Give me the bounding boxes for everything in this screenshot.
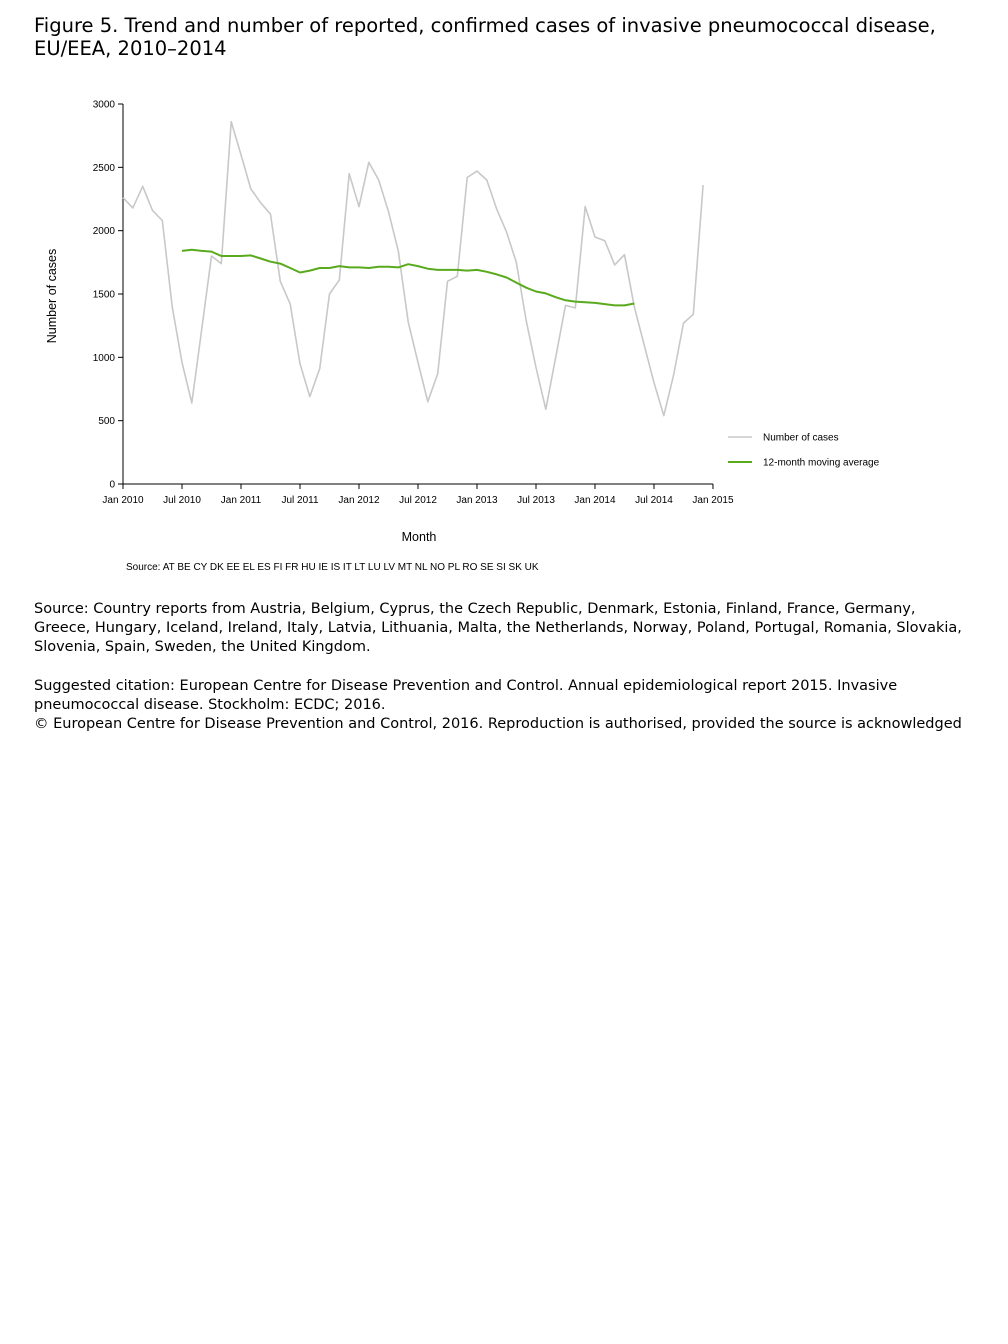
y-tick-label: 1500 [92, 289, 115, 301]
x-tick-label: Jan 2013 [456, 495, 498, 506]
x-tick-label: Jan 2015 [692, 495, 734, 506]
figure-title [34, 14, 964, 60]
y-tick-label: 1000 [92, 352, 115, 364]
x-tick-label: Jan 2010 [102, 495, 144, 506]
series-line-12-month-moving-average [182, 250, 634, 306]
copyright-text: © European Centre for Disease Prevention and Control, 2016. Reproduction is authorised, provided the source is acknowledged [34, 716, 962, 732]
y-tick-label: 2500 [92, 162, 115, 174]
y-tick-label: 3000 [92, 99, 115, 111]
figure-title-line-1: Figure 5. Trend and number of reported, confirmed cases of invasive pneumococcal disease, [34, 14, 936, 37]
x-axis-label: Month [401, 530, 437, 544]
line-chart [0, 88, 1008, 588]
series-layer [123, 122, 703, 416]
x-tick-label: Jan 2012 [338, 495, 380, 506]
x-tick-label: Jul 2014 [635, 495, 673, 506]
series-line-number-of-cases [123, 122, 703, 416]
y-tick-label: 500 [98, 416, 115, 428]
source-text: Source: Country reports from Austria, Belgium, Cyprus, the Czech Republic, Denmark, Estonia, Finland, France, Germany, Greece, Hungary, Iceland, Ireland, Italy, Latvia, Lithuania, Malta, the Netherlands, Norway, Poland, Portugal, Romania, Slovakia, Slovenia, Spain, Sweden, the United Kingdom. [34, 601, 962, 655]
x-tick-label: Jul 2013 [517, 495, 555, 506]
x-axis [102, 484, 734, 506]
chart-source-note: Source: AT BE CY DK EE EL ES FI FR HU IE IS IT LT LU LV MT NL NO PL RO SE SI SK UK [126, 562, 539, 573]
x-tick-label: Jul 2012 [399, 495, 437, 506]
y-axis-label: Number of cases [45, 248, 59, 344]
x-tick-label: Jul 2010 [163, 495, 201, 506]
legend [728, 433, 880, 469]
y-axis [93, 100, 123, 491]
y-tick-label: 0 [109, 479, 115, 491]
source-note [34, 600, 974, 657]
y-tick-label: 2000 [92, 226, 115, 238]
x-tick-label: Jan 2011 [220, 495, 262, 506]
citation-text: Suggested citation: European Centre for Disease Prevention and Control. Annual epidemiological report 2015. Invasive pneumococcal disease. Stockholm: ECDC; 2016. [34, 678, 898, 713]
legend-label-number-of-cases: Number of cases [763, 432, 839, 444]
x-tick-label: Jan 2014 [574, 495, 616, 506]
x-tick-label: Jul 2011 [281, 495, 319, 506]
legend-label-12-month-moving-average: 12-month moving average [763, 457, 880, 469]
figure-title-line-2: EU/EEA, 2010–2014 [34, 37, 227, 60]
citation-note [34, 677, 974, 734]
